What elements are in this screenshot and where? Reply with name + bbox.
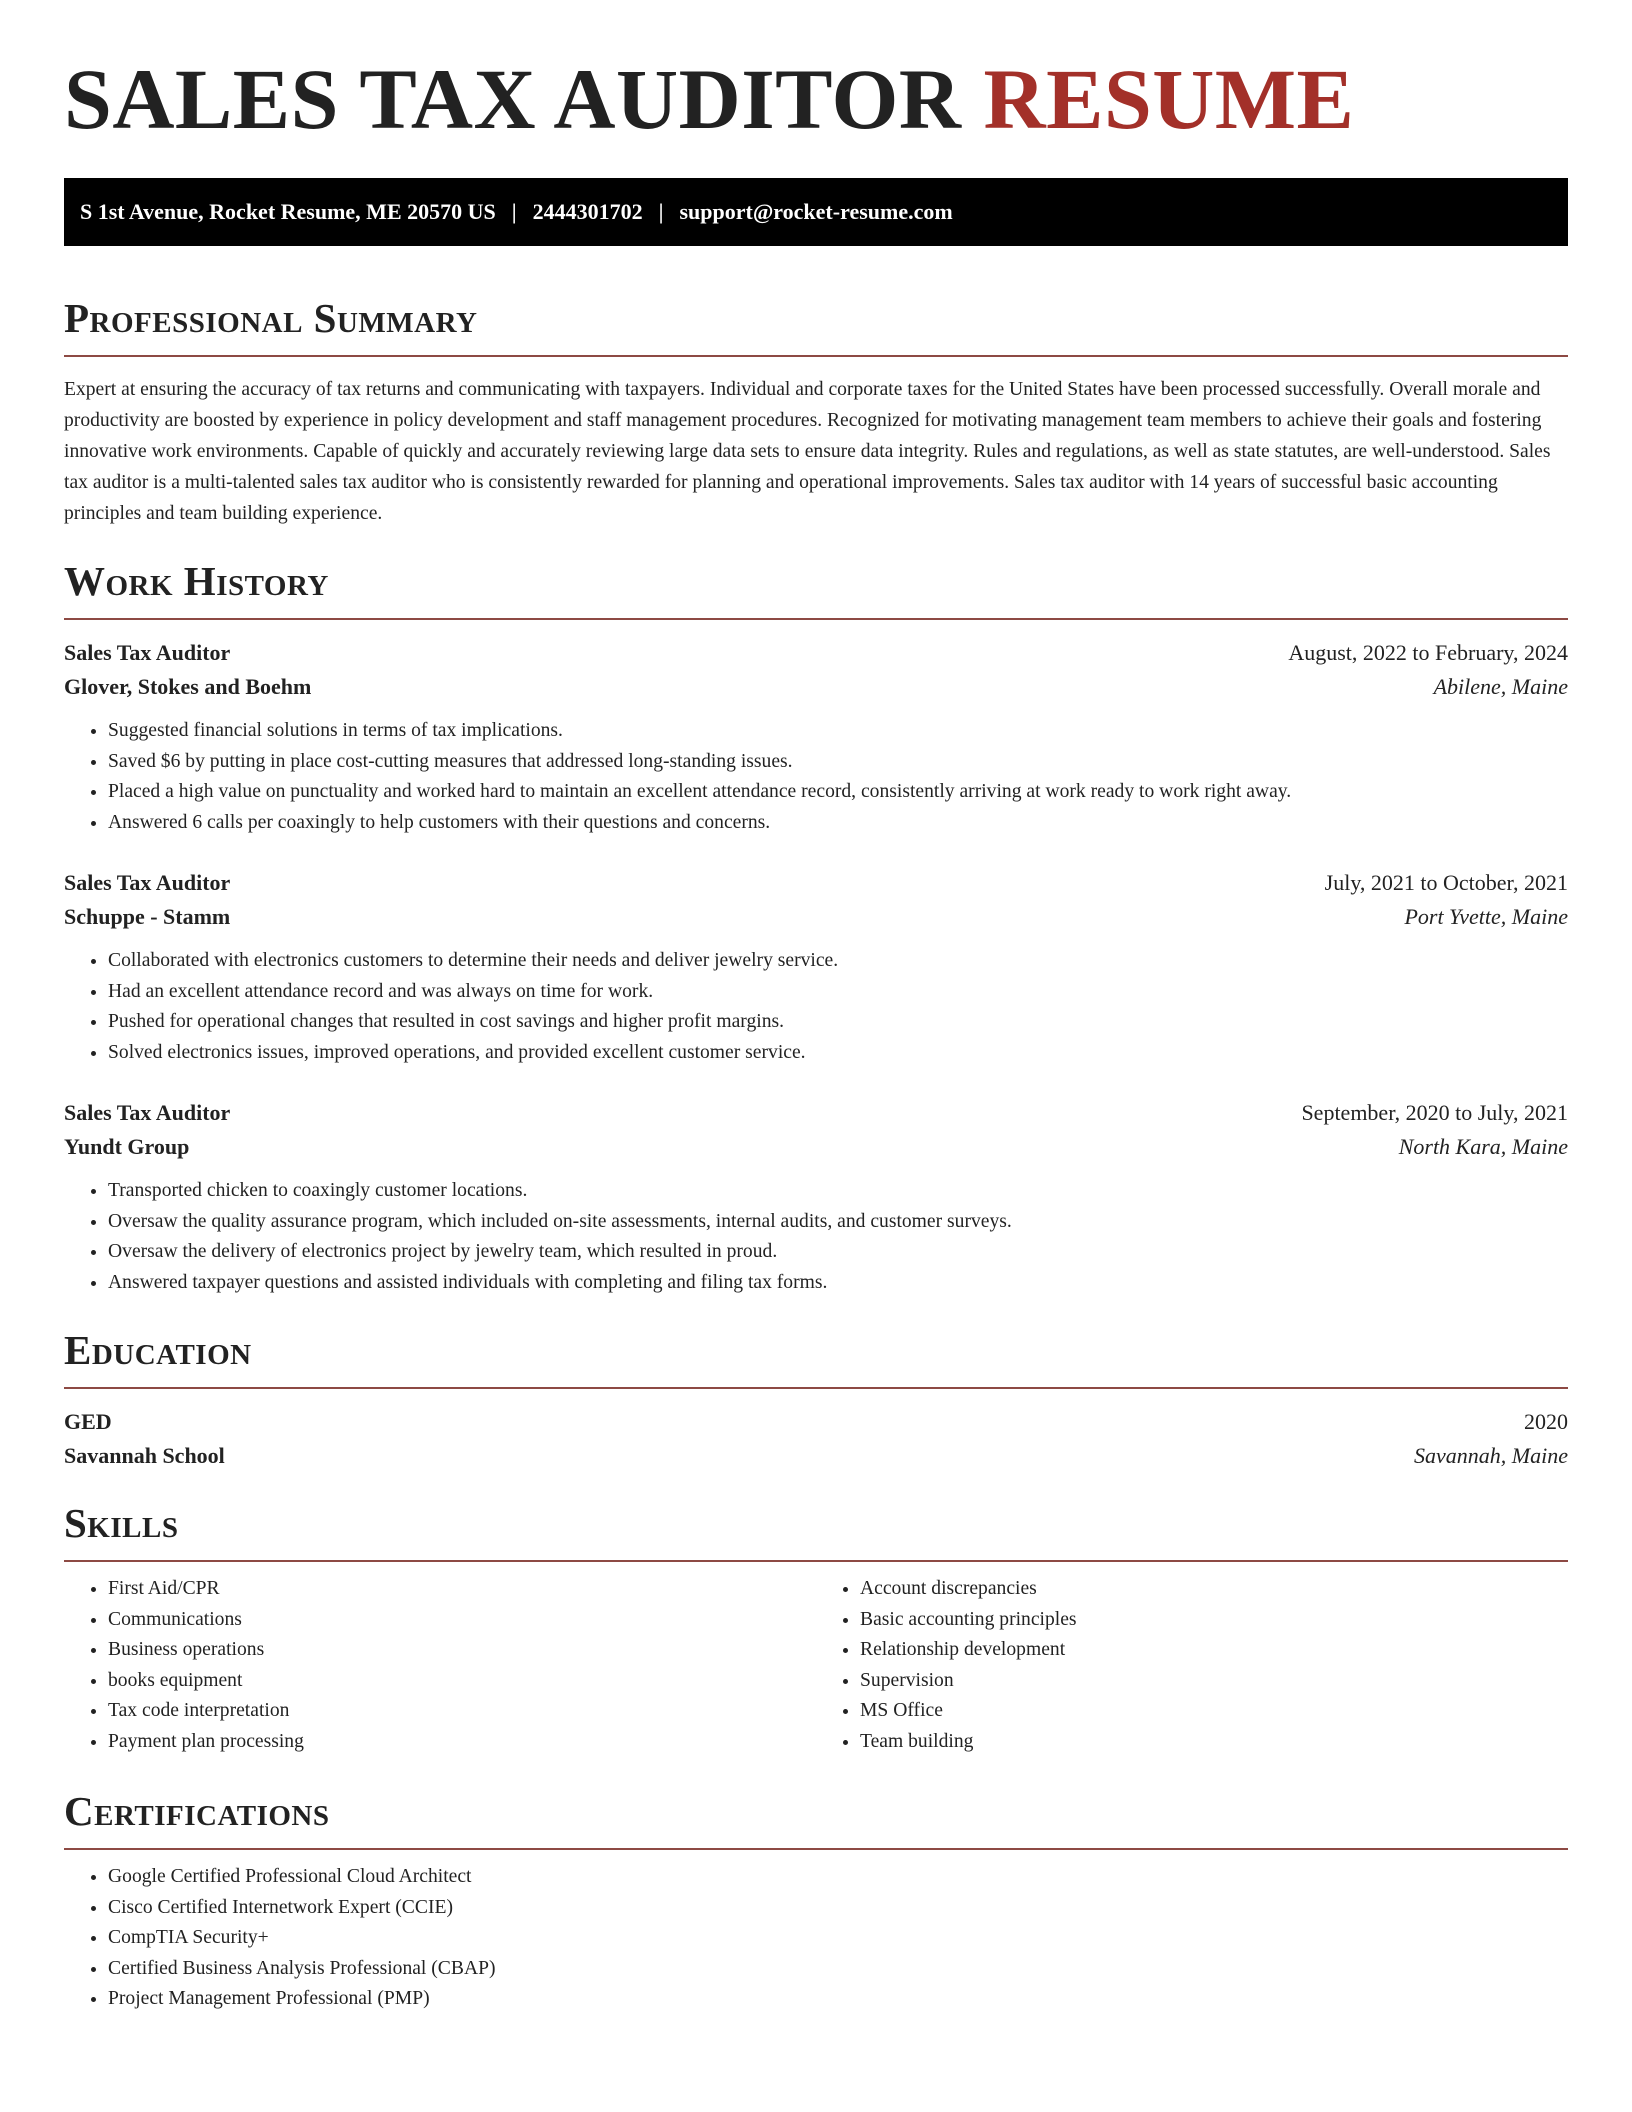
section-divider (64, 1848, 1568, 1850)
list-item: • Oversaw the quality assurance program, which included on-site assessments, internal audits, and customer surveys. (108, 1207, 1568, 1238)
job-header-row (64, 640, 1568, 666)
job-company: Yundt Group (64, 1134, 190, 1159)
education-degree: GED (64, 1409, 112, 1434)
list-item: • Answered taxpayer questions and assisted individuals with completing and filing tax forms. (108, 1268, 1568, 1299)
list-item: • Certified Business Analysis Professional (CBAP) (108, 1954, 1568, 1985)
section-heading-work-history: Work History (64, 558, 329, 604)
job-dates: July, 2021 to October, 2021 (1324, 870, 1568, 895)
education-location: Savannah, Maine (1414, 1443, 1568, 1468)
contact-separator: | (511, 199, 517, 224)
job-location: North Kara, Maine (1398, 1134, 1568, 1159)
list-item: • Communications (108, 1605, 816, 1636)
section-heading-education: Education (64, 1327, 252, 1373)
list-item: • Tax code interpretation (108, 1696, 816, 1727)
list-item: • Solved electronics issues, improved operations, and provided excellent customer service. (108, 1038, 1568, 1069)
education-section (64, 1327, 1568, 1469)
list-item: • CompTIA Security+ (108, 1923, 1568, 1954)
job-title: Sales Tax Auditor (64, 640, 231, 665)
list-item: • Pushed for operational changes that resulted in cost savings and higher profit margins. (108, 1007, 1568, 1038)
education-school-row (64, 1443, 1568, 1469)
section-heading-certifications: Certifications (64, 1788, 330, 1834)
section-divider (64, 618, 1568, 620)
section-divider (64, 1560, 1568, 1562)
section-divider (64, 355, 1568, 357)
list-item: • Suggested financial solutions in terms of tax implications. (108, 716, 1568, 747)
list-item: • Placed a high value on punctuality and worked hard to maintain an excellent attendance record, consistently arriving at work ready to work right away. (108, 777, 1568, 808)
job-company-row (64, 1134, 1568, 1160)
job-company: Glover, Stokes and Boehm (64, 674, 312, 699)
list-item: • Transported chicken to coaxingly customer locations. (108, 1176, 1568, 1207)
job-title: Sales Tax Auditor (64, 870, 231, 895)
contact-email: support@rocket-resume.com (679, 199, 953, 224)
list-item: • Cisco Certified Internetwork Expert (CCIE) (108, 1893, 1568, 1924)
list-item: • Collaborated with electronics customers to determine their needs and deliver jewelry service. (108, 946, 1568, 977)
list-item: • Saved $6 by putting in place cost-cutting measures that addressed long-standing issues. (108, 747, 1568, 778)
contact-address: S 1st Avenue, Rocket Resume, ME 20570 US (80, 199, 496, 224)
job-entry (64, 640, 1568, 838)
work-history-section (64, 558, 1568, 1298)
contact-separator: | (658, 199, 664, 224)
job-bullets (64, 946, 1568, 1068)
job-company: Schuppe - Stamm (64, 904, 231, 929)
contact-phone: 2444301702 (532, 199, 643, 224)
job-header-row (64, 870, 1568, 896)
list-item: • Relationship development (860, 1635, 1568, 1666)
title-accent: RESUME (983, 51, 1355, 147)
job-entry (64, 1100, 1568, 1298)
education-school: Savannah School (64, 1443, 225, 1468)
education-header-row (64, 1409, 1568, 1435)
job-company-row (64, 904, 1568, 930)
skills-list-left (64, 1574, 816, 1757)
contact-bar (64, 178, 1568, 246)
list-item: • Project Management Professional (PMP) (108, 1984, 1568, 2015)
list-item: • Oversaw the delivery of electronics project by jewelry team, which resulted in proud. (108, 1237, 1568, 1268)
resume-title (64, 51, 1568, 147)
list-item: • books equipment (108, 1666, 816, 1697)
list-item: • Supervision (860, 1666, 1568, 1697)
section-heading-summary: Professional Summary (64, 295, 478, 341)
job-bullets (64, 1176, 1568, 1298)
section-divider (64, 1387, 1568, 1389)
job-header-row (64, 1100, 1568, 1126)
job-location: Abilene, Maine (1433, 674, 1568, 699)
section-heading-skills: Skills (64, 1500, 179, 1546)
skills-section (64, 1500, 1568, 1757)
list-item: • Had an excellent attendance record and was always on time for work. (108, 977, 1568, 1008)
summary-text: Expert at ensuring the accuracy of tax returns and communicating with taxpayers. Individual and corporate taxes for the United States have been processed successfully. Overall morale and productivity are boosted by experience in policy development and staff management procedures. Recognized for motivating management team members to achieve their goals and fostering innovative work environments. Capable of quickly and accurately reviewing large data sets to ensure data integrity. Rules and regulations, as well as state statutes, are well-understood. Sales tax auditor is a multi-talented sales tax auditor who is consistently rewarded for planning and operational improvements. Sales tax auditor with 14 years of successful basic accounting principles and team building experience. (64, 379, 1551, 524)
education-year: 2020 (1524, 1409, 1568, 1434)
list-item: • Basic accounting principles (860, 1605, 1568, 1636)
skills-list-right (816, 1574, 1568, 1757)
job-dates: August, 2022 to February, 2024 (1288, 640, 1568, 665)
job-bullets (64, 716, 1568, 838)
skills-columns (64, 1574, 1568, 1757)
summary-section (64, 295, 1568, 529)
list-item: • Payment plan processing (108, 1727, 816, 1758)
list-item: • Google Certified Professional Cloud Architect (108, 1862, 1568, 1893)
list-item: • Team building (860, 1727, 1568, 1758)
list-item: • Business operations (108, 1635, 816, 1666)
job-entry (64, 870, 1568, 1068)
list-item: • Account discrepancies (860, 1574, 1568, 1605)
list-item: • First Aid/CPR (108, 1574, 816, 1605)
certifications-list (64, 1862, 1568, 2015)
job-dates: September, 2020 to July, 2021 (1301, 1100, 1568, 1125)
job-location: Port Yvette, Maine (1404, 904, 1568, 929)
certifications-section (64, 1788, 1568, 2015)
job-title: Sales Tax Auditor (64, 1100, 231, 1125)
list-item: • MS Office (860, 1696, 1568, 1727)
list-item: • Answered 6 calls per coaxingly to help customers with their questions and concerns. (108, 808, 1568, 839)
title-main: SALES TAX AUDITOR (64, 51, 962, 147)
job-company-row (64, 674, 1568, 700)
